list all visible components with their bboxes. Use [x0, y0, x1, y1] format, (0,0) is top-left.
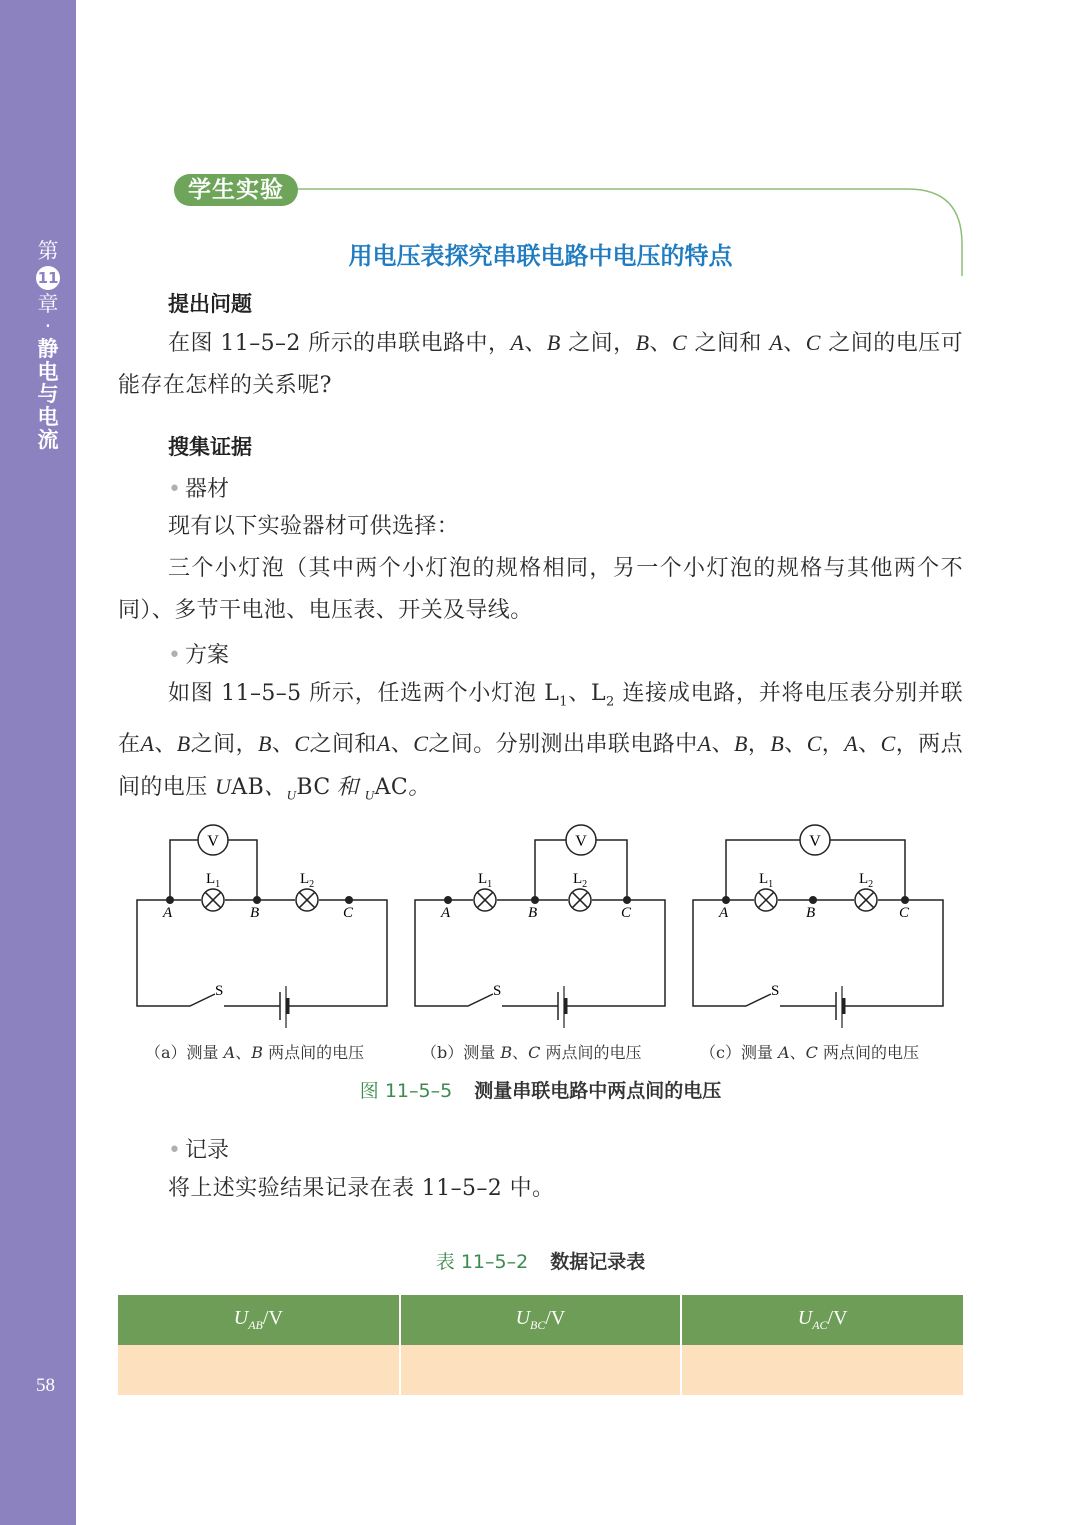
circuit-b	[415, 825, 665, 1028]
chapter-title-char: 静	[37, 337, 59, 362]
chapter-title-char: 电	[37, 359, 59, 384]
lamp2-label: $L_2$	[573, 871, 588, 890]
switch-label: S	[493, 983, 502, 999]
circuit-figure	[120, 820, 960, 1035]
question-heading: 提出问题	[168, 292, 252, 316]
table-row	[118, 1345, 963, 1395]
table-cell-ubc[interactable]	[400, 1345, 682, 1395]
chapter-suffix: 章	[37, 291, 59, 316]
question-paragraph: 在图 11–5–2 所示的串联电路中，A、B 之间，B、C 之间和 A、C 之间的电压可能存在怎样的关系呢?	[118, 330, 964, 398]
table-header-row	[118, 1295, 963, 1345]
experiment-title: 用电压表探究串联电路中电压的特点	[348, 242, 733, 270]
table-number: 表 11–5–2	[435, 1251, 529, 1273]
node-a	[166, 896, 174, 904]
chapter-title-char: 电	[37, 405, 59, 430]
materials-intro: 现有以下实验器材可供选择：	[168, 514, 460, 539]
lamp1-label: $L_1$	[206, 871, 221, 890]
plan-label: • 方案	[168, 638, 229, 669]
caption-c: （c）测量 A、C 两点间的电压	[700, 1043, 919, 1062]
chapter-label	[34, 240, 62, 451]
label-a: A	[719, 905, 729, 921]
lamp1-label: $L_1$	[759, 871, 774, 890]
circuit-c	[693, 825, 943, 1028]
lamp1-label: $L_1$	[478, 871, 493, 890]
switch-label: S	[771, 983, 780, 999]
chapter-dot: ·	[44, 314, 52, 339]
record-label: • 记录	[168, 1133, 229, 1164]
voltmeter-label: V	[809, 833, 821, 850]
chapter-sidebar	[0, 0, 76, 1525]
column-uab: $U_{AB}/V$	[118, 1295, 400, 1345]
materials-text: 三个小灯泡（其中两个小灯泡的规格相同，另一个小灯泡的规格与其他两个不同）、多节干电池、电压表、开关及导线。	[118, 556, 963, 623]
table-title-text: 数据记录表	[550, 1251, 646, 1273]
lamp2-label: $L_2$	[859, 871, 874, 890]
label-b: B	[806, 905, 816, 921]
chapter-prefix: 第	[37, 239, 59, 263]
evidence-heading: 搜集证据	[168, 435, 252, 459]
plan-paragraph: 如图 11–5–5 所示，任选两个小灯泡 $L_1$、$L_2$ 连接成电路，并将电压表分别并联在A、B之间，B、C之间和A、C之间。分别测出串联电路中A、B，B、C，A、C，两点间的电压 UAB、$_U$BC 和 $_U$AC。	[118, 681, 964, 803]
label-b: B	[250, 905, 260, 921]
label-c: C	[343, 905, 354, 921]
page-number: 58	[36, 1375, 55, 1396]
table-title	[118, 1247, 963, 1274]
label-a: A	[163, 905, 173, 921]
switch-label: S	[215, 983, 224, 999]
figure-title-text: 测量串联电路中两点间的电压	[474, 1080, 722, 1102]
column-ubc: $U_{BC}/V$	[400, 1295, 682, 1345]
label-c: C	[899, 905, 910, 921]
figure-title	[118, 1076, 963, 1103]
lamp2-label: $L_2$	[300, 871, 315, 890]
data-record-table	[118, 1295, 963, 1395]
node-b	[253, 896, 261, 904]
circuit-a	[137, 825, 387, 1028]
voltmeter-label: V	[207, 833, 219, 850]
student-experiment-badge: 学生实验	[174, 174, 298, 206]
column-uac: $U_{AC}/V$	[681, 1295, 963, 1345]
table-cell-uab[interactable]	[118, 1345, 400, 1395]
chapter-title-char: 流	[37, 427, 59, 452]
label-a: A	[441, 905, 451, 921]
chapter-title-char: 与	[37, 382, 59, 407]
caption-a: （a）测量 A、B 两点间的电压	[145, 1043, 365, 1062]
record-text: 将上述实验结果记录在表 11–5–2 中。	[168, 1176, 555, 1201]
node-c	[345, 896, 353, 904]
table-cell-uac[interactable]	[681, 1345, 963, 1395]
voltmeter-label: V	[575, 833, 587, 850]
label-c: C	[621, 905, 632, 921]
chapter-number: 11	[36, 266, 60, 290]
label-b: B	[528, 905, 538, 921]
figure-number: 图 11–5–5	[359, 1080, 453, 1102]
caption-b: （b）测量 B、C 两点间的电压	[421, 1043, 642, 1062]
materials-label: • 器材	[168, 472, 229, 503]
